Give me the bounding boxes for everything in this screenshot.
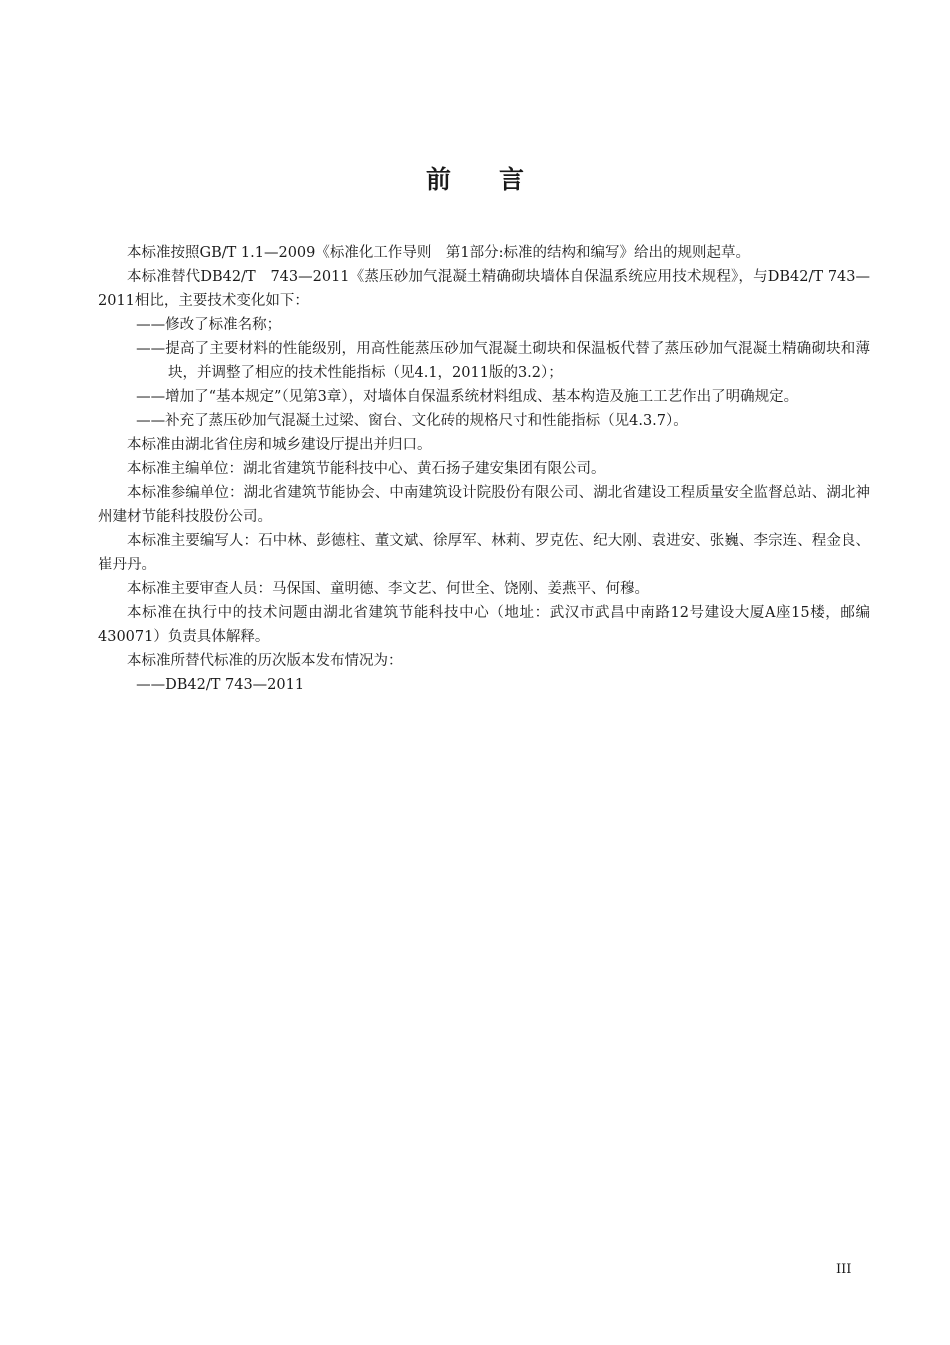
page-number: III xyxy=(836,1262,852,1277)
change-item-2: ——提高了主要材料的性能级别，用高性能蒸压砂加气混凝土砌块和保温板代替了蒸压砂加气混凝土精确砌块和薄块，并调整了相应的技术性能指标（见4.1，2011版的3.2）； xyxy=(136,341,870,381)
change-item-1: ——修改了标准名称； xyxy=(136,317,282,333)
page-title: 前言 xyxy=(425,165,572,194)
paragraph-participating-units: 本标准参编单位：湖北省建筑节能协会、中南建筑设计院股份有限公司、湖北省建设工程质量安全监督总站、湖北神州建材节能科技股份公司。 xyxy=(98,485,870,525)
paragraph-drafting-rules: 本标准按照GB/T 1.1—2009《标准化工作导则 第1部分:标准的结构和编写》给出的规则起草。 xyxy=(127,245,750,261)
version-item-1: ——DB42/T 743—2011 xyxy=(136,677,305,693)
paragraph-reviewers: 本标准主要审查人员：马保国、童明德、李文艺、何世全、饶刚、姜燕平、何穆。 xyxy=(127,581,649,597)
paragraph-main-drafters: 本标准主要编写人：石中林、彭德柱、董文斌、徐厚军、林莉、罗克佐、纪大刚、袁进安、张巍、李宗连、程金良、崔丹丹。 xyxy=(98,533,870,573)
paragraph-version-history: 本标准所替代标准的历次版本发布情况为： xyxy=(127,653,403,669)
change-item-4: ——补充了蒸压砂加气混凝土过梁、窗台、文化砖的规格尺寸和性能指标（见4.3.7）。 xyxy=(136,413,688,429)
change-item-3: ——增加了“基本规定”（见第3章），对墙体自保温系统材料组成、基本构造及施工工艺作出了明确规定。 xyxy=(136,389,799,405)
paragraph-interpretation: 本标准在执行中的技术问题由湖北省建筑节能科技中心（地址：武汉市武昌中南路12号建设大厦A座15楼，邮编430071）负责具体解释。 xyxy=(98,605,870,645)
paragraph-replacement: 本标准替代DB42/T 743—2011《蒸压砂加气混凝土精确砌块墙体自保温系统应用技术规程》，与DB42/T 743—2011相比，主要技术变化如下： xyxy=(98,269,870,309)
paragraph-chief-editors: 本标准主编单位：湖北省建筑节能科技中心、黄石扬子建安集团有限公司。 xyxy=(127,461,606,477)
document-body xyxy=(98,241,870,697)
paragraph-proposer: 本标准由湖北省住房和城乡建设厅提出并归口。 xyxy=(127,437,432,453)
